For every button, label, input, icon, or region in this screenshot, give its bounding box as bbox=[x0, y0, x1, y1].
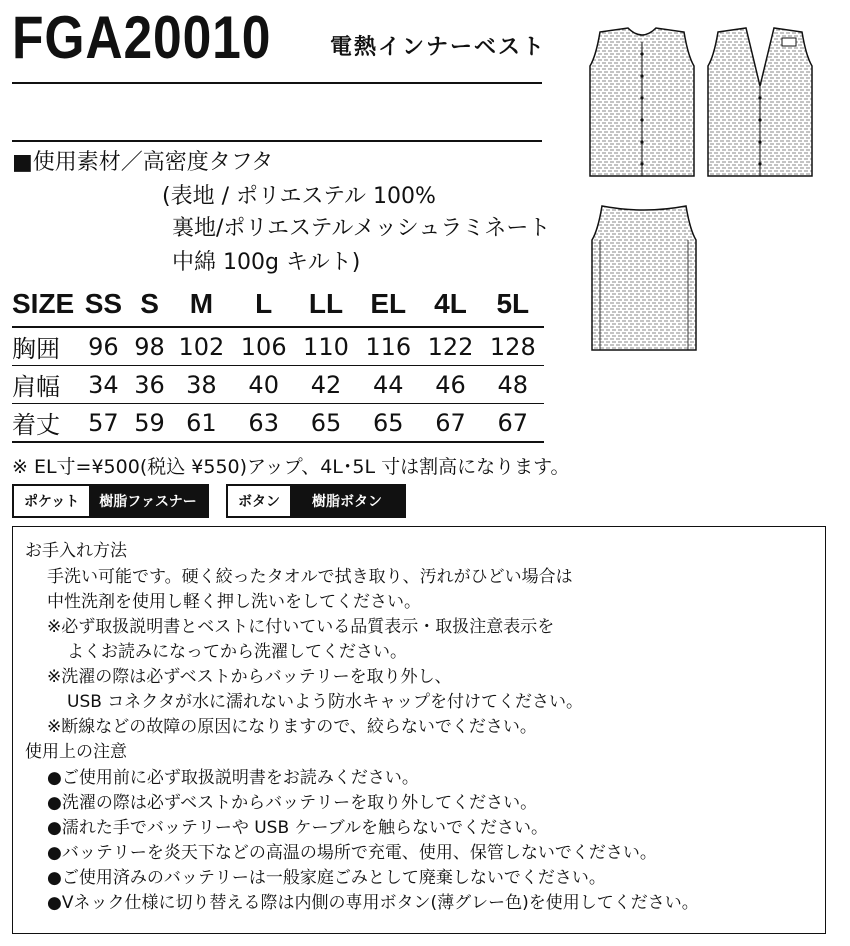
size-cell: 116 bbox=[357, 327, 419, 366]
table-row bbox=[12, 366, 544, 404]
materials-line: 中綿 100g キルト) bbox=[172, 250, 361, 275]
size-cell: 34 bbox=[78, 366, 129, 404]
pocket-value: 樹脂ファスナー bbox=[89, 486, 206, 516]
button-value: 樹脂ボタン bbox=[290, 486, 404, 516]
row-label: 着丈 bbox=[12, 404, 78, 443]
size-cell: 98 bbox=[129, 327, 171, 366]
usage-line: ●ご使用済みのバッテリーは一般家庭ごみとして廃棄しないでください。 bbox=[47, 868, 606, 888]
size-table bbox=[12, 282, 544, 443]
care-line: 手洗い可能です。硬く絞ったタオルで拭き取り、汚れがひどい場合は bbox=[47, 567, 573, 587]
size-header-cell: S bbox=[129, 282, 171, 327]
usage-line: ●Vネック仕様に切り替える際は内側の専用ボタン(薄グレー色)を使用してください。 bbox=[47, 893, 699, 913]
vest-front-round-neck-image bbox=[584, 26, 700, 184]
price-note: ※ EL寸=¥500(税込 ¥550)アップ、4L･5L 寸は割高になります。 bbox=[12, 456, 570, 478]
size-header-cell: L bbox=[233, 282, 295, 327]
size-header-cell: EL bbox=[357, 282, 419, 327]
row-label: 胸囲 bbox=[12, 327, 78, 366]
size-cell: 61 bbox=[170, 404, 232, 443]
size-cell: 42 bbox=[295, 366, 357, 404]
care-line: よくお読みになってから洗濯してください。 bbox=[67, 642, 407, 662]
usage-line: ●濡れた手でバッテリーや USB ケーブルを触らないでください。 bbox=[47, 818, 549, 838]
size-cell: 36 bbox=[129, 366, 171, 404]
materials-line: 裏地/ポリエステルメッシュラミネート bbox=[172, 216, 551, 241]
vest-back-image bbox=[586, 200, 702, 358]
care-line: ※洗濯の際は必ずベストからバッテリーを取り外し、 bbox=[47, 667, 452, 687]
care-line: ※必ず取扱説明書とベストに付いている品質表示・取扱注意表示を bbox=[47, 617, 555, 637]
usage-line: ●ご使用前に必ず取扱説明書をお読みください。 bbox=[47, 768, 419, 788]
size-header-cell: 4L bbox=[419, 282, 481, 327]
size-cell: 38 bbox=[170, 366, 232, 404]
size-cell: 122 bbox=[419, 327, 481, 366]
usage-line: ●バッテリーを炎天下などの高温の場所で充電、使用、保管しないでください。 bbox=[47, 843, 657, 863]
pocket-label: ポケット bbox=[24, 494, 80, 510]
size-cell: 44 bbox=[357, 366, 419, 404]
table-row bbox=[12, 404, 544, 443]
size-cell: 40 bbox=[233, 366, 295, 404]
materials-line: (表地 / ポリエステル 100% bbox=[162, 184, 436, 209]
usage-title: 使用上の注意 bbox=[25, 742, 127, 762]
size-header-cell: SS bbox=[78, 282, 129, 327]
care-title: お手入れ方法 bbox=[25, 541, 127, 561]
size-cell: 106 bbox=[233, 327, 295, 366]
size-cell: 57 bbox=[78, 404, 129, 443]
size-cell: 59 bbox=[129, 404, 171, 443]
materials-divider bbox=[12, 140, 542, 142]
size-cell: 46 bbox=[419, 366, 481, 404]
usage-line: ●洗濯の際は必ずベストからバッテリーを取り外してください。 bbox=[47, 793, 538, 813]
size-cell: 96 bbox=[78, 327, 129, 366]
button-tag bbox=[226, 484, 406, 518]
button-label: ボタン bbox=[238, 494, 280, 510]
row-label: 肩幅 bbox=[12, 366, 78, 404]
product-code: FGA20010 bbox=[12, 4, 272, 71]
size-cell: 48 bbox=[482, 366, 544, 404]
vest-front-v-neck-image bbox=[702, 26, 818, 184]
size-cell: 110 bbox=[295, 327, 357, 366]
size-cell: 128 bbox=[482, 327, 544, 366]
size-header-cell: LL bbox=[295, 282, 357, 327]
size-cell: 63 bbox=[233, 404, 295, 443]
size-header-cell: SIZE bbox=[12, 282, 78, 327]
size-cell: 67 bbox=[482, 404, 544, 443]
care-line: ※断線などの故障の原因になりますので、絞らないでください。 bbox=[47, 717, 537, 737]
size-cell: 102 bbox=[170, 327, 232, 366]
care-box bbox=[12, 526, 826, 934]
size-cell: 65 bbox=[295, 404, 357, 443]
table-row bbox=[12, 327, 544, 366]
size-header-cell: M bbox=[170, 282, 232, 327]
pocket-tag bbox=[12, 484, 209, 518]
size-header-cell: 5L bbox=[482, 282, 544, 327]
care-line: USB コネクタが水に濡れないよう防水キャップを付けてください。 bbox=[67, 692, 583, 712]
product-name: 電熱インナーベスト bbox=[330, 35, 547, 60]
header-divider bbox=[12, 82, 542, 84]
size-cell: 67 bbox=[419, 404, 481, 443]
materials-line: ■使用素材／高密度タフタ bbox=[12, 150, 274, 175]
size-cell: 65 bbox=[357, 404, 419, 443]
size-table-header bbox=[12, 282, 544, 327]
care-line: 中性洗剤を使用し軽く押し洗いをしてください。 bbox=[47, 592, 421, 612]
